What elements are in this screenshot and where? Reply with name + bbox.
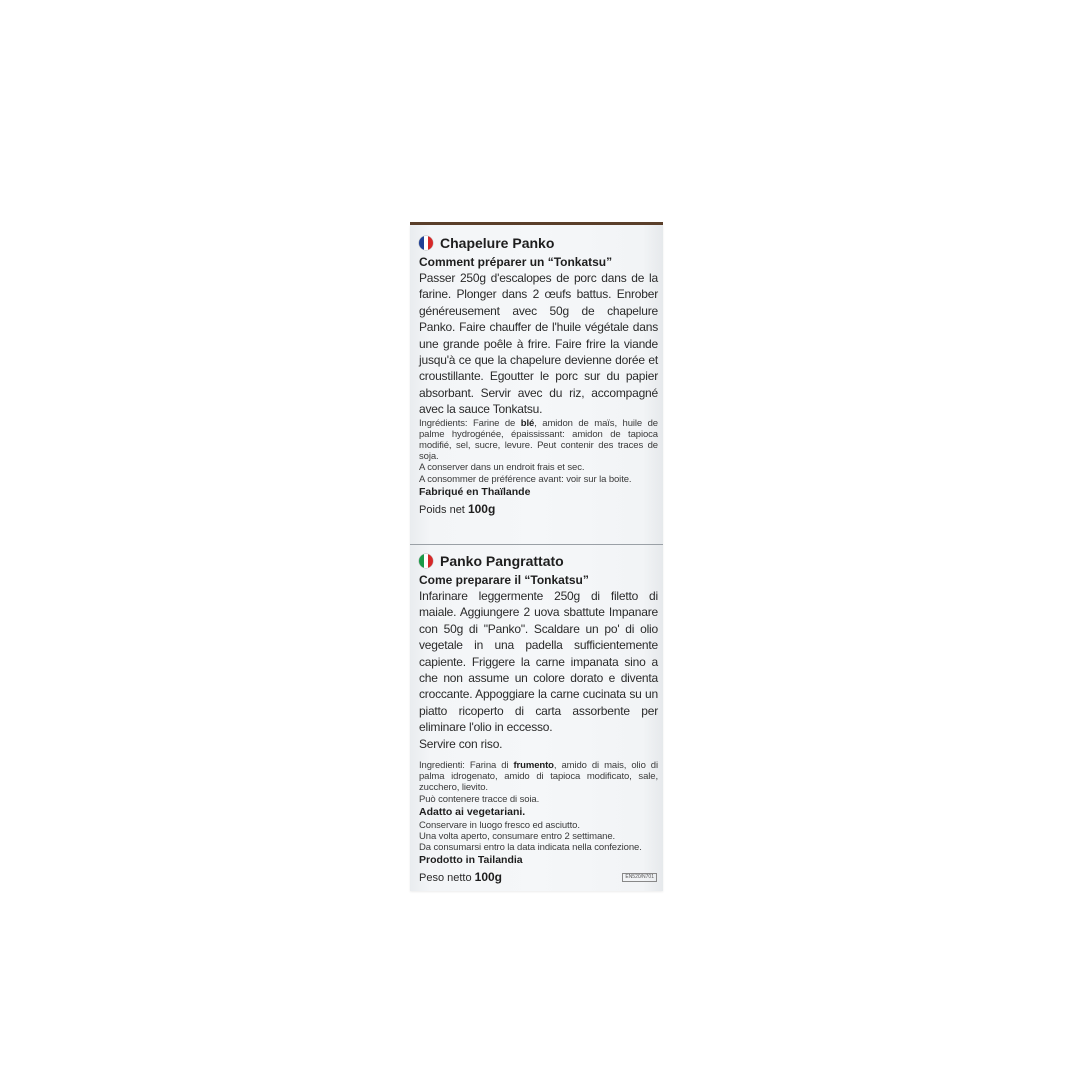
ingredients-prefix: Ingredienti: Farina di [419,760,514,772]
italian-vegetarian: Adatto ai vegetariani. [419,805,526,818]
french-subtitle: Comment préparer un “Tonkatsu” [419,255,613,269]
italian-may-contain: Può contenere tracce di soia. [419,793,540,805]
italian-flag-icon [419,554,433,568]
italian-best-before: Da consumarsi entro la data indicata nella confezione. [419,842,642,854]
italian-storage-2: Una volta aperto, consumare entro 2 settimane. [419,831,616,843]
french-title: Chapelure Panko [440,235,555,251]
weight-value: 100g [467,501,496,516]
allergen: frumento [513,760,554,772]
italian-title: Panko Pangrattato [440,553,564,569]
flag-stripe [428,554,433,568]
weight-value: 100g [474,870,503,885]
product-code: EN520/N701 [622,873,657,882]
weight-label: Peso netto [419,872,472,885]
french-ingredients [419,418,658,463]
french-origin: Fabriqué en Thaïlande [419,485,531,498]
italian-heading [419,551,658,571]
product-box-side-panel [410,225,663,891]
french-flag-icon [419,236,433,250]
italian-instructions: Infarinare leggermente 250g di filetto di maiale. Aggiungere 2 uova sbattute Impanare con 50g di "Panko". Scaldare un po' di olio vegetale in una padella sufficientemente capiente. Friggere la carne impanata sino a che non assume un colore dorato e diventa croccante. Appoggiare la carne cucinata su un piatto ricoperto di carta assorbente per eliminare l'olio in eccesso. [419,589,658,735]
french-section [419,233,658,519]
ingredients-prefix: Ingrédients: Farine de [419,417,521,429]
french-heading [419,233,658,253]
italian-storage-1: Conservare in luogo fresco ed asciutto. [419,819,580,831]
italian-subtitle: Come preparare il “Tonkatsu” [419,573,589,587]
italian-serving: Servire con riso. [419,736,503,751]
french-storage: A conserver dans un endroit frais et sec. [419,462,585,474]
weight-label: Poids net [419,503,465,516]
italian-origin: Prodotto in Tailandia [419,854,523,867]
ingredients-rest: , amidon de maïs, huile de palme hydrogénée, épaississant: amidon de tapioca modifié, sel, sucre, levure. Peut contenir des traces de soja. [419,417,658,463]
french-best-before: A consommer de préférence avant: voir sur la boite. [419,473,632,485]
french-instructions: Passer 250g d'escalopes de porc dans de la farine. Plonger dans 2 œufs battus. Enrober généreusement avec 50g de chapelure Panko. Faire chauffer de l'huile végétale dans une grande poêle à frire. Faire frire la viande jusqu'à ce que la chapelure devienne dorée et croustillante. Egoutter le porc sur du papier absorbant. Servir avec du riz, accompagné avec la sauce Tonkatsu. [419,271,658,417]
spacer [419,752,658,760]
allergen: blé [520,417,535,429]
french-net-weight [419,500,658,519]
ingredients-rest: , amido di mais, olio di palma idrogenato, amido di tapioca modificato, sale, zucchero, lievito. [419,760,658,794]
flag-stripe [428,236,433,250]
section-divider [410,544,663,545]
italian-ingredients [419,760,658,794]
italian-section [419,551,658,887]
